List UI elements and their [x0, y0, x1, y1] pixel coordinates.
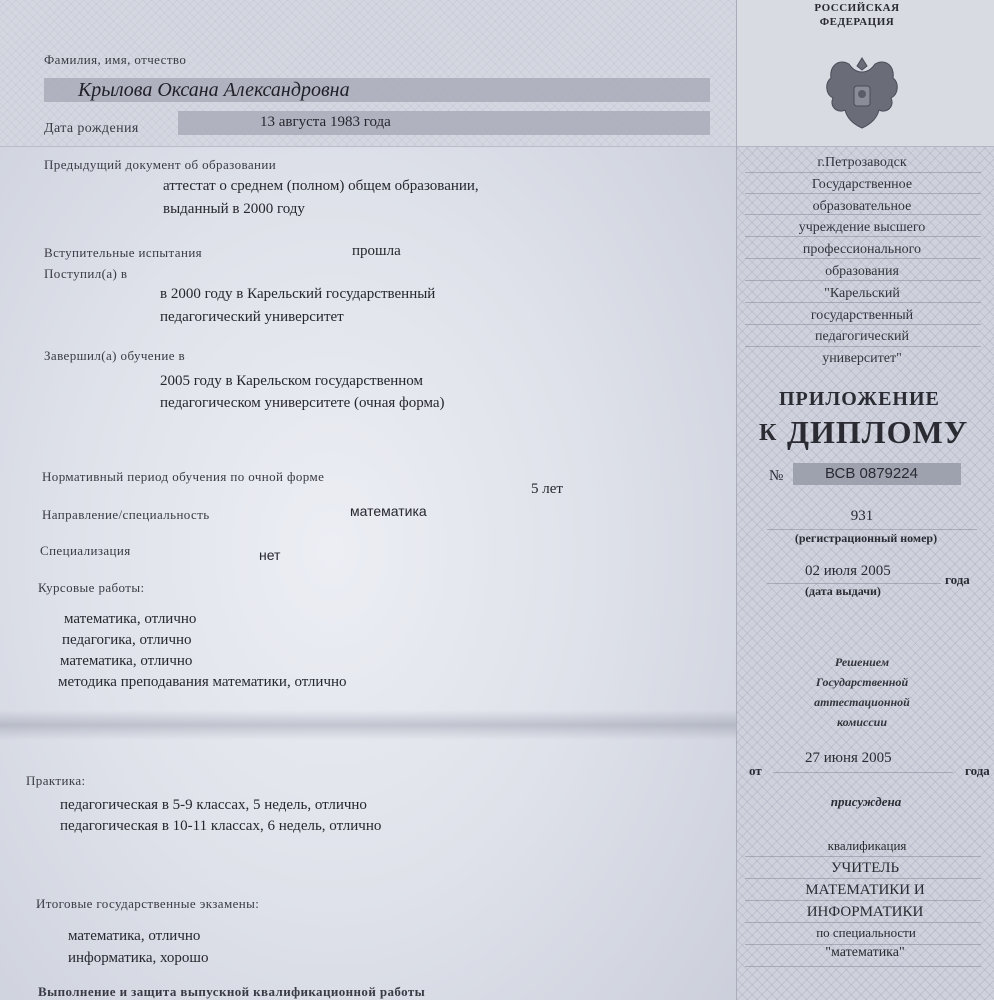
- fio-label: Фамилия, имя, отчество: [44, 52, 187, 67]
- exams-label: Итоговые государственные экзамены:: [36, 896, 260, 911]
- institution-block: [737, 152, 987, 370]
- specialization-value: нет: [259, 547, 281, 563]
- prev-doc-line1: аттестат о среднем (полном) общем образовании,: [163, 178, 479, 194]
- dob-value: 13 августа 1983 года: [260, 114, 391, 130]
- decision-line: аттестационной: [814, 695, 910, 709]
- exam-item: математика, отлично: [68, 928, 201, 944]
- number-label: №: [769, 468, 784, 484]
- coursework-label: Курсовые работы:: [38, 580, 145, 595]
- decision-block: [737, 652, 987, 732]
- awarded: присуждена: [830, 794, 902, 809]
- institution-line: Государственное: [811, 176, 913, 192]
- decision-date: 27 июня 2005: [805, 750, 892, 766]
- completed-label: Завершил(а) обучение в: [44, 348, 186, 363]
- diploma-side-panel: [736, 0, 994, 1000]
- institution-line: государственный: [810, 307, 914, 323]
- country-line2: ФЕДЕРАЦИЯ: [819, 16, 895, 28]
- coursework-item: методика преподавания математики, отлично: [58, 674, 347, 690]
- rule-line: [767, 529, 977, 530]
- period-value: 5 лет: [531, 481, 563, 497]
- appendix-title-line1: ПРИЛОЖЕНИЕ: [779, 388, 940, 410]
- institution-line: г.Петрозаводск: [817, 155, 907, 170]
- dob-label: Дата рождения: [44, 121, 139, 136]
- institution-line: педагогический: [814, 329, 910, 345]
- coat-of-arms-icon: [819, 48, 905, 138]
- institution-line: образования: [825, 263, 899, 279]
- number-value: ВСВ 0879224: [825, 465, 918, 482]
- institution-line: профессионального: [802, 242, 922, 258]
- entrance-label: Вступительные испытания: [44, 245, 203, 260]
- decision-line: Государственной: [815, 675, 909, 689]
- issue-date-caption: (дата выдачи): [805, 584, 881, 598]
- completed-line1: 2005 году в Карельском государственном: [160, 373, 423, 389]
- issue-date: 02 июля 2005: [805, 563, 891, 579]
- admitted-label: Поступил(а) в: [44, 266, 128, 281]
- rule-line: [745, 966, 981, 967]
- rule-line: [773, 772, 953, 773]
- institution-line: образовательное: [812, 198, 912, 214]
- by-specialty: по специальности: [816, 925, 916, 940]
- reg-number-caption: (регистрационный номер): [794, 531, 938, 545]
- specialization-label: Специализация: [40, 543, 131, 558]
- coursework-item: математика, отлично: [64, 611, 197, 627]
- country-line1: РОССИЙСКАЯ: [814, 2, 900, 14]
- exam-item: информатика, хорошо: [68, 950, 209, 966]
- qualification-line: ИНФОРМАТИКИ: [806, 904, 924, 920]
- issue-date-suffix: года: [945, 572, 970, 587]
- institution-line: учреждение высшего: [798, 220, 926, 236]
- fio-value: Крылова Оксана Александровна: [78, 79, 350, 101]
- specialty-label: Направление/специальность: [42, 507, 210, 522]
- specialty-value: математика: [350, 503, 427, 519]
- admitted-line1: в 2000 году в Карельский государственный: [160, 286, 436, 302]
- institution-line: "Карельский: [824, 285, 900, 301]
- decision-line: комиссии: [836, 715, 888, 729]
- qualification-label: квалификация: [827, 838, 907, 853]
- dob-field-background: [178, 111, 710, 135]
- admitted-line2: педагогический университет: [160, 309, 344, 325]
- practice-label: Практика:: [26, 773, 86, 788]
- institution-line: университет": [822, 351, 902, 367]
- practice-item: педагогическая в 10-11 классах, 6 недель, отлично: [60, 818, 382, 834]
- completed-line2: педагогическом университете (очная форма): [160, 395, 445, 411]
- coursework-item: математика, отлично: [60, 653, 193, 669]
- prev-doc-line2: выданный в 2000 году: [163, 201, 305, 217]
- entrance-value: прошла: [352, 243, 401, 259]
- qualification-line: УЧИТЕЛЬ: [830, 860, 900, 876]
- decision-date-suffix: года: [965, 763, 990, 778]
- qualification-line: МАТЕМАТИКИ И: [805, 882, 925, 898]
- qualification-block: [737, 857, 993, 923]
- thesis-label: Выполнение и защита выпускной квалификационной работы: [38, 984, 426, 999]
- decision-from: от: [749, 763, 762, 778]
- reg-number: 931: [850, 508, 874, 524]
- prev-doc-label: Предыдущий документ об образовании: [44, 157, 277, 172]
- practice-item: педагогическая в 5-9 классах, 5 недель, отлично: [60, 797, 367, 813]
- period-label: Нормативный период обучения по очной форме: [42, 469, 325, 484]
- appendix-title-prefix: К: [759, 420, 777, 446]
- appendix-title-main: ДИПЛОМУ: [787, 414, 969, 450]
- coursework-item: педагогика, отлично: [62, 632, 192, 648]
- specialty-name: "математика": [825, 945, 905, 960]
- decision-line: Решением: [834, 655, 890, 669]
